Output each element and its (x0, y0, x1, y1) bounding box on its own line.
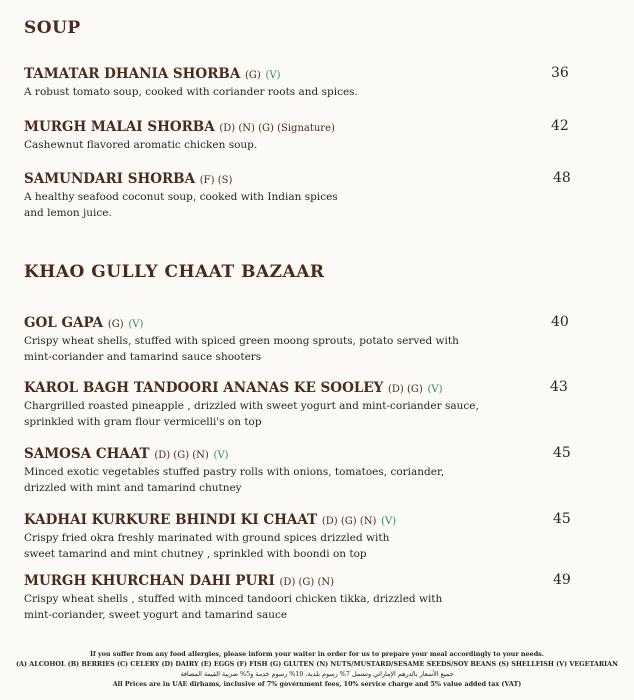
item-name: KAROL BAGH TANDOORI ANANAS KE SOOLEY (24, 380, 384, 396)
item-description: Crispy fried okra freshly marinated with ground spices drizzled with sweet tamarind and mint chutney , sprinkled with boondi on top (24, 532, 390, 560)
item-description: Minced exotic vegetables stuffed pastry rolls with onions, tomatoes, coriander, drizzled with mint and tamarind chutney (24, 466, 445, 494)
item-tags: (D) (G) (N) (321, 516, 377, 527)
item-price: 36 (551, 65, 569, 81)
menu-item-karol-bagh-tandoori-ananas (24, 380, 584, 430)
menu-item-tamatar-dhania-shorba (24, 66, 584, 100)
item-name: SAMOSA CHAAT (24, 446, 150, 462)
arabic-prices-note: جميع الأسعار بالدرهم الإماراتي وتشمل 7% رسوم بلدية، 10% رسوم خدمة و5% ضريبة القيمة المضافة (180, 670, 454, 678)
menu-item-gol-gapa (24, 315, 584, 365)
section-title-soup: SOUP (24, 18, 81, 38)
menu-item-murgh-khurchan-dahi-puri (24, 573, 584, 623)
allergy-note: If you suffer from any food allergies, please inform your waiter in order for us to prepare your meal accordingly to your needs. (89, 650, 544, 658)
prices-note: All Prices are in UAE dirhams, inclusive of 7% government fees, 10% service charge and 5% value added tax (VAT) (112, 680, 522, 688)
item-description: Crispy wheat shells, stuffed with spiced green moong sprouts, potato served with mint-coriander and tamarind sauce shooters (24, 335, 459, 363)
item-tags: (F) (S) (199, 175, 233, 186)
allergen-legend: (A) ALCOHOL (B) BERRIES (C) CELERY (D) DAIRY (E) EGGS (F) FISH (G) GLUTEN (N) NUTS/MUSTARD/SESAME SEEDS/SOY BEANS (S) SHELLFISH (V) VEGETARIAN (16, 660, 618, 668)
vegetarian-tag: (V) (427, 384, 443, 395)
item-tags: (G) (107, 319, 124, 330)
item-name: MURGH MALAI SHORBA (24, 119, 215, 135)
item-name: SAMUNDARI SHORBA (24, 171, 196, 187)
item-description: A healthy seafood coconut soup, cooked with Indian spices and lemon juice. (24, 191, 338, 219)
vegetarian-tag: (V) (265, 70, 281, 81)
item-description: Chargrilled roasted pineapple , drizzled with sweet yogurt and mint-coriander sauce, sprinkled with gram flour vermicelli's on top (24, 400, 479, 428)
item-name: MURGH KHURCHAN DAHI PURI (24, 573, 275, 589)
item-price: 49 (553, 572, 571, 588)
menu-item-samundari-shorba (24, 171, 584, 221)
vegetarian-tag: (V) (128, 319, 144, 330)
item-name: GOL GAPA (24, 315, 104, 331)
item-price: 45 (553, 511, 571, 527)
item-tags: (D) (G) (N) (154, 450, 209, 461)
item-tags: (D) (N) (G) (Signature) (219, 123, 335, 134)
menu-item-murgh-malai-shorba (24, 119, 584, 153)
item-description: A robust tomato soup, cooked with coriander roots and spices. (24, 86, 358, 98)
menu-item-kadhai-kurkure-bhindi (24, 512, 584, 562)
menu-item-samosa-chaat (24, 446, 584, 496)
item-tags: (D) (G) (387, 384, 423, 395)
vegetarian-tag: (V) (213, 450, 229, 461)
item-price: 40 (551, 314, 569, 330)
item-name: TAMATAR DHANIA SHORBA (24, 66, 241, 82)
item-price: 48 (553, 170, 571, 186)
item-name: KADHAI KURKURE BHINDI KI CHAAT (24, 512, 318, 528)
item-price: 43 (550, 379, 568, 395)
item-price: 42 (551, 118, 569, 134)
vegetarian-tag: (V) (381, 516, 397, 527)
item-tags: (D) (G) (N) (279, 577, 335, 588)
item-price: 45 (553, 445, 571, 461)
section-title-khao-gully-chaat-bazaar: KHAO GULLY CHAAT BAZAAR (24, 262, 325, 282)
item-description: Crispy wheat shells , stuffed with minced tandoori chicken tikka, drizzled with mint-coriander, sweet yogurt and tamarind sauce (24, 593, 443, 621)
item-tags: (G) (245, 70, 261, 81)
item-description: Cashewnut flavored aromatic chicken soup. (24, 139, 258, 151)
